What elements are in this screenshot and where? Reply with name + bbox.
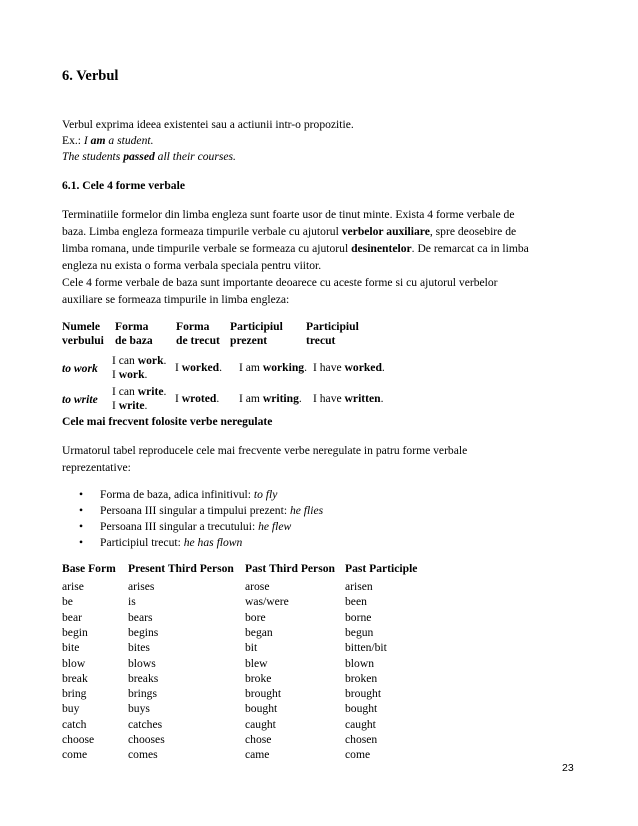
past-third-cell: arose	[245, 580, 270, 593]
past-participle-cell: borne	[345, 610, 372, 624]
table-header-cell	[115, 320, 153, 348]
base-form-cell: be	[62, 595, 73, 609]
past-participle-cell	[313, 361, 385, 375]
text-run-bold: wroted	[181, 392, 217, 405]
present-third-cell: begins	[128, 625, 159, 639]
text-run: .	[380, 392, 384, 405]
bullet-icon: •	[79, 488, 84, 501]
irregular-verbs-title: Cele mai frecvent folosite verbe neregulate	[62, 415, 273, 428]
past-participle-cell: brought	[345, 687, 382, 701]
header-line: Participiul	[306, 320, 359, 333]
example-verb: am	[90, 134, 106, 147]
sentence-part: The students	[62, 150, 124, 163]
example-text: he has flown	[183, 536, 243, 549]
past-participle-cell: begun	[345, 625, 374, 639]
table-row	[62, 579, 462, 594]
sentence-verb: passed	[123, 150, 155, 163]
header-line: verbului	[62, 334, 104, 347]
header-line: Numele	[62, 320, 100, 333]
bullet-icon: •	[79, 504, 84, 517]
text-run-bold: worked	[181, 361, 220, 374]
table-row	[62, 747, 462, 762]
base-form-cell: choose	[62, 733, 95, 746]
past-participle-cell: bitten/bit	[345, 641, 387, 655]
base-form-cell: bear	[62, 610, 82, 624]
text-run: Participiul trecut:	[100, 536, 184, 549]
present-third-cell: arises	[128, 580, 155, 593]
base-form-cell: break	[62, 671, 88, 685]
present-third-cell: chooses	[128, 733, 165, 746]
table-row	[62, 671, 462, 686]
header-line: prezent	[230, 334, 268, 347]
table-row	[62, 701, 462, 716]
paragraph-line	[62, 223, 529, 240]
past-third-cell: brought	[245, 687, 282, 701]
base-form-cell: begin	[62, 625, 88, 639]
past-third-cell: came	[245, 748, 270, 762]
verb-name-cell: to work	[62, 362, 98, 375]
past-participle-cell: arisen	[345, 580, 373, 593]
example-subject: I	[83, 134, 91, 147]
base-form-cell: bring	[62, 687, 87, 701]
past-third-cell: chose	[245, 733, 272, 746]
text-run: .	[163, 385, 167, 398]
paragraph-line: auxiliare se formeaza timpurile in limba engleza:	[62, 293, 290, 306]
text-run: . De remarcat ca in limba	[411, 242, 529, 255]
text-run: I can	[112, 385, 138, 398]
text-run-bold: desinentelor	[351, 242, 412, 255]
cell-line	[112, 385, 166, 399]
table-header-cell: Base Form	[62, 562, 116, 575]
text-run: I am	[239, 361, 263, 374]
base-form-cell: buy	[62, 702, 80, 716]
text-run: , spre deosebire de	[429, 225, 517, 238]
past-third-cell: bore	[245, 610, 266, 624]
text-run: Forma de baza, adica infinitivul:	[100, 488, 254, 501]
text-run: .	[163, 354, 167, 367]
past-third-cell: blew	[245, 656, 268, 670]
paragraph-2	[62, 274, 498, 308]
present-third-cell: catches	[128, 717, 163, 731]
text-run: I	[175, 361, 182, 374]
text-run: baza. Limba engleza formeaza timpurile verbale cu ajutorul	[62, 225, 342, 238]
text-run-bold: working	[262, 361, 305, 374]
text-run: I am	[239, 392, 263, 405]
text-run-bold: worked	[344, 361, 382, 374]
page-title: 6. Verbul	[62, 68, 119, 84]
text-run: I	[112, 368, 119, 381]
past-participle-cell: come	[345, 748, 371, 762]
present-third-cell: buys	[128, 702, 150, 716]
text-run: .	[298, 392, 302, 405]
sentence-part: all their courses.	[154, 150, 236, 163]
past-third-cell: began	[245, 625, 273, 639]
text-run-bold: work	[137, 354, 164, 367]
present-third-cell: blows	[128, 656, 156, 670]
header-line: Forma	[176, 320, 210, 333]
text-run: I have	[313, 392, 345, 405]
text-run: I	[175, 392, 182, 405]
example-rest: a student.	[105, 134, 154, 147]
past-third-cell: bought	[245, 702, 278, 716]
page-number: 23	[562, 762, 574, 774]
table-header-cell	[176, 320, 220, 348]
paragraph-line: Urmatorul tabel reproducele cele mai frecvente verbe neregulate in patru forme verbale	[62, 444, 468, 457]
header-line: Forma	[115, 320, 149, 333]
intro-line: Verbul exprima ideea existentei sau a actiunii intr-o propozitie.	[62, 118, 354, 131]
text-run: .	[144, 368, 148, 381]
past-participle-cell: bought	[345, 702, 378, 716]
present-third-cell: brings	[128, 687, 157, 701]
table-row	[62, 717, 462, 732]
past-participle-cell: broken	[345, 671, 378, 685]
table-header-cell: Past Participle	[345, 562, 418, 575]
base-form-cell: arise	[62, 580, 84, 593]
list-item-text	[100, 535, 242, 551]
text-run: I have	[313, 361, 345, 374]
cell-line	[112, 368, 166, 382]
section-title: 6.1. Cele 4 forme verbale	[62, 179, 185, 192]
text-run: .	[216, 392, 220, 405]
list-item-text	[100, 503, 323, 519]
example-sentence-2	[62, 149, 236, 165]
example-text: to fly	[253, 488, 278, 501]
past-form-cell	[175, 392, 219, 406]
present-third-cell: comes	[128, 748, 158, 762]
paragraph-line: Terminatiile formelor din limba engleza sunt foarte usor de tinut minte. Exista 4 forme verbale de	[62, 208, 515, 221]
paragraph-line: engleza nu exista o forma verbala speciala pentru viitor.	[62, 259, 322, 272]
text-run: I	[112, 399, 119, 412]
paragraph-1	[62, 206, 529, 274]
header-line: de baza	[115, 334, 153, 347]
table-header-cell: Past Third Person	[245, 562, 335, 575]
present-third-cell: breaks	[128, 671, 159, 685]
text-run: Persoana III singular a timpului prezent:	[100, 504, 290, 517]
table-header-cell	[230, 320, 283, 348]
base-form-cell: catch	[62, 717, 87, 731]
present-third-cell: bites	[128, 641, 150, 655]
text-run-bold: verbelor auxiliare	[341, 225, 430, 238]
table-row	[62, 640, 462, 655]
text-run: I can	[112, 354, 138, 367]
present-third-cell: is	[128, 595, 136, 609]
text-run-bold: write	[137, 385, 164, 398]
example-text: he flies	[289, 504, 324, 517]
base-form-cell: blow	[62, 656, 86, 670]
example-line	[62, 133, 153, 149]
paragraph-line: Cele 4 forme verbale de baza sunt importante deoarece cu aceste forme si cu ajutorul verbelor	[62, 276, 498, 289]
present-third-cell: bears	[128, 610, 153, 624]
past-participle-cell: caught	[345, 717, 376, 731]
table-header-cell	[62, 320, 104, 348]
past-third-cell: was/were	[245, 595, 289, 609]
bullet-icon: •	[79, 520, 84, 533]
text-run-bold: writing	[262, 392, 299, 405]
verb-name-cell: to write	[62, 393, 98, 406]
text-run-bold: written	[344, 392, 381, 405]
past-third-cell: broke	[245, 671, 272, 685]
cell-line	[112, 399, 166, 413]
past-participle-cell: chosen	[345, 733, 378, 746]
base-form-cell: bite	[62, 641, 80, 655]
text-run: .	[381, 361, 385, 374]
list-item-text	[100, 487, 277, 503]
past-third-cell: bit	[245, 641, 258, 655]
table-row	[62, 656, 462, 671]
past-participle-cell	[313, 392, 384, 406]
past-participle-cell: blown	[345, 656, 374, 670]
text-run: .	[304, 361, 307, 374]
past-participle-cell: been	[345, 595, 367, 609]
table-row	[62, 686, 462, 701]
base-form-cell: come	[62, 748, 88, 762]
base-form-cell	[112, 354, 166, 382]
bullet-icon: •	[79, 536, 84, 549]
header-line: Participiul	[230, 320, 283, 333]
list-item-text	[100, 519, 291, 535]
text-run-bold: work	[118, 368, 145, 381]
table-row	[62, 594, 462, 609]
past-third-cell: caught	[245, 717, 276, 731]
base-form-cell	[112, 385, 166, 413]
header-line: de trecut	[176, 334, 220, 347]
text-run-bold: write	[118, 399, 145, 412]
cell-line	[112, 354, 166, 368]
text-run: Persoana III singular a trecutului:	[100, 520, 259, 533]
text-run: .	[144, 399, 148, 412]
present-participle-cell	[239, 361, 307, 375]
paragraph-line: reprezentative:	[62, 461, 131, 474]
table-header-cell: Present Third Person	[128, 562, 234, 575]
table-header-cell	[306, 320, 359, 348]
table-row	[62, 610, 462, 625]
text-run: limba romana, unde timpurile verbale se formeaza cu ajutorul	[62, 242, 352, 255]
paragraph-line	[62, 240, 529, 257]
table-row	[62, 732, 462, 747]
header-line: trecut	[306, 334, 336, 347]
present-participle-cell	[239, 392, 302, 406]
example-prefix: Ex.:	[62, 134, 84, 147]
text-run: .	[219, 361, 223, 374]
paragraph-3	[62, 442, 467, 476]
example-text: he flew	[258, 520, 292, 533]
table-row	[62, 625, 462, 640]
past-form-cell	[175, 361, 222, 375]
